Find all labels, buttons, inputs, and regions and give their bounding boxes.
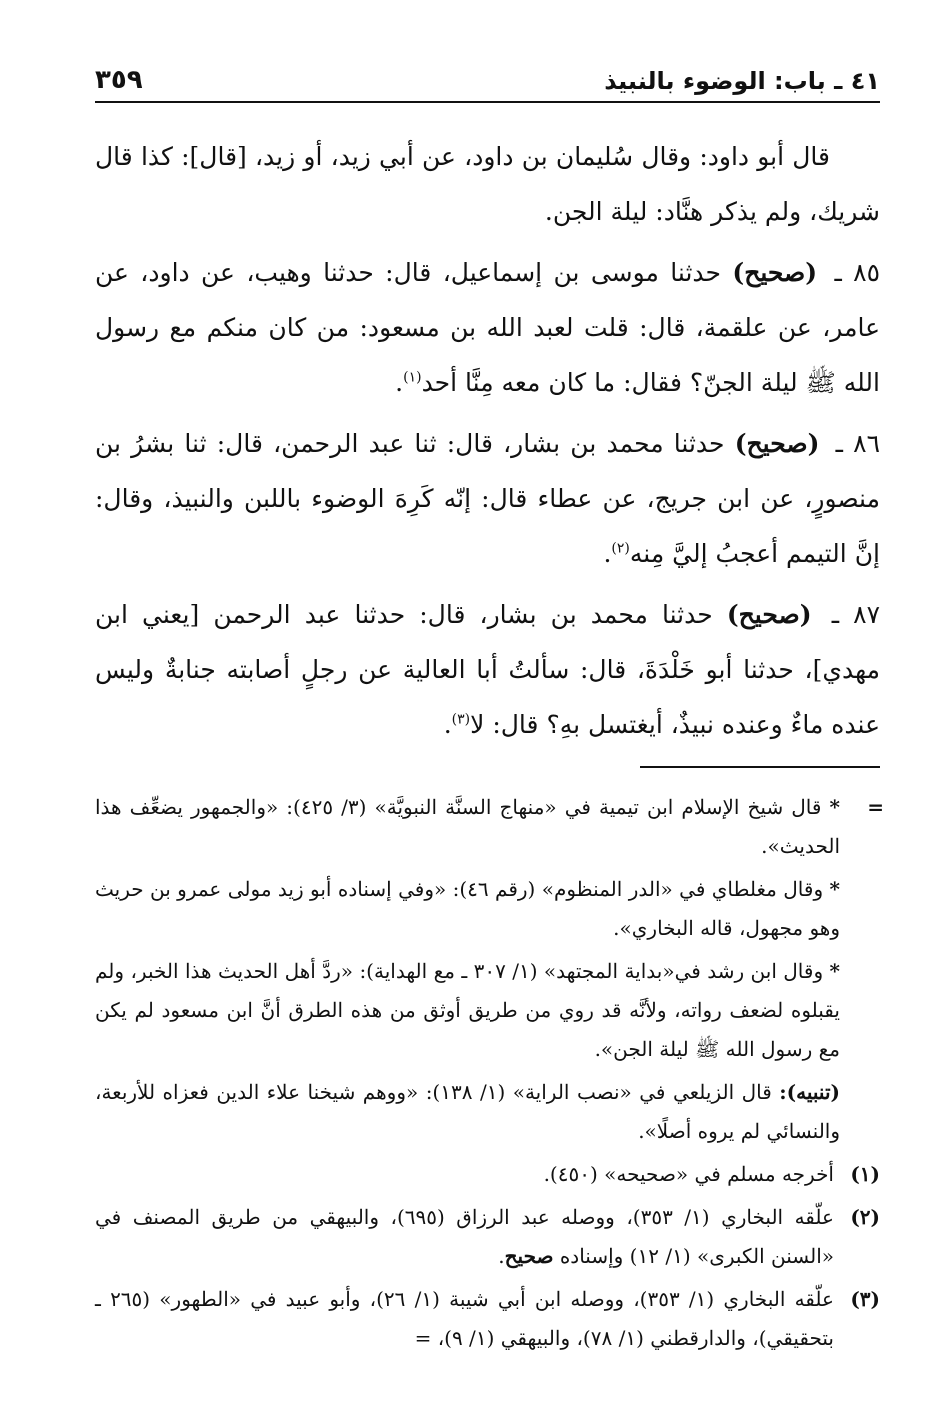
footnote-3 bbox=[95, 1280, 880, 1358]
citation-text: وقال ابن رشد في«بداية المجتهد» (١/ ٣٠٧ ـ مع الهداية): «ردَّ أهل الحديث هذا الخبر، ولم يقبلوه لضعف رواته، ولأنَّه قد روي من طريق أوثق من هذه الطرق أنَّ ابن مسعود لم يكن مع رسول الله ﷺ ليلة الجن». bbox=[95, 959, 840, 1061]
continued-mark: = bbox=[414, 1326, 432, 1350]
footnote-continuation bbox=[95, 788, 884, 1151]
footnote-ref: (١) bbox=[403, 369, 422, 386]
book-page bbox=[95, 55, 884, 1375]
star-marker: * bbox=[829, 877, 840, 901]
footnote-label: (١) bbox=[850, 1162, 880, 1186]
footnote-citation bbox=[95, 870, 840, 948]
hadith-grade: (صحيح) bbox=[732, 258, 818, 287]
hadith-end: . bbox=[395, 368, 404, 397]
hadith-86 bbox=[95, 416, 880, 581]
hadith-text: حدثنا محمد بن بشار، قال: حدثنا عبد الرحمن [يعني ابن مهدي]، حدثنا أبو خَلْدَةَ، قال: سألتُ أبا العالية عن رجلٍ أصابته جنابةٌ وليس عنده ماءٌ وعنده نبيذٌ، أيغتسل بهِ؟ قال: لا bbox=[95, 600, 880, 739]
hadith-number: ٨٦ ـ bbox=[835, 429, 881, 458]
footnote-text: علّقه البخاري (١/ ٣٥٣)، ووصله ابن أبي شيبة (١/ ٢٦)، وأبو عبيد في «الطهور» (٢٦٥ ـ بتحقيقي)، والدارقطني (١/ ٧٨)، والبيهقي (١/ ٩)، bbox=[95, 1287, 834, 1350]
note-text: قال الزيلعي في «نصب الراية» (١/ ١٣٨): «ووهم شيخنا علاء الدين فعزاه للأربعة، والنسائي لم يروه أصلًا». bbox=[95, 1080, 840, 1143]
citation-text: قال شيخ الإسلام ابن تيمية في «منهاج السنَّة النبويَّة» (٣/ ٤٢٥): «والجمهور يضعِّف هذا الحديث». bbox=[95, 795, 840, 858]
footnote-ref: (٣) bbox=[451, 711, 471, 728]
hadith-text: حدثنا محمد بن بشار، قال: ثنا عبد الرحمن، قال: ثنا بشرُ بن منصورٍ، عن ابن جريج، عن عطاء قال: إنّه كَرِهَ الوضوء باللبن والنبيذ، وقال: إنَّ التيمم أعجبُ إليَّ مِنه bbox=[95, 429, 880, 568]
intro-paragraph: قال أبو داود: وقال سُليمان بن داود، عن أبي زيد، أو زيد، [قال]: كذا قال شريك، ولم يذكر هنَّاد: ليلة الجن. bbox=[95, 142, 880, 226]
hadith-grade: (صحيح) bbox=[734, 429, 820, 458]
footnote-label: (٣) bbox=[850, 1287, 880, 1311]
page-number: ٣٥٩ bbox=[95, 65, 143, 95]
hadith-grade: (صحيح) bbox=[726, 600, 812, 629]
footnotes-section bbox=[95, 788, 884, 1358]
footnote-grade: صحيح bbox=[504, 1244, 554, 1268]
footnote-divider bbox=[640, 766, 880, 768]
footnote-ref: (٢) bbox=[611, 540, 630, 557]
hadith-number: ٨٥ ـ bbox=[834, 258, 880, 287]
note-label: (تنبيه): bbox=[779, 1080, 840, 1104]
continuation-mark: = bbox=[867, 795, 884, 819]
hadith-number: ٨٧ ـ bbox=[831, 600, 880, 629]
footnote-text: علّقه البخاري (١/ ٣٥٣)، ووصله عبد الرزاق (٦٩٥)، والبيهقي من طريق المصنف في «السنن الكبرى» (١/ ١٢) وإسناده bbox=[95, 1205, 834, 1268]
chapter-title: ٤١ ـ باب: الوضوء بالنبيذ bbox=[604, 67, 880, 95]
main-text bbox=[95, 129, 880, 752]
footnote-1 bbox=[95, 1155, 880, 1194]
footnote-note bbox=[95, 1073, 840, 1151]
footnote-text: أخرجه مسلم في «صحيحه» (٤٥٠). bbox=[543, 1162, 834, 1186]
footnote-2 bbox=[95, 1198, 880, 1276]
hadith-end: . bbox=[443, 710, 452, 739]
star-marker: * bbox=[829, 959, 840, 983]
hadith-87 bbox=[95, 587, 880, 752]
hadith-text: حدثنا موسى بن إسماعيل، قال: حدثنا وهيب، عن داود، عن عامر، عن علقمة، قال: قلت لعبد الله بن مسعود: من كان منكم مع رسول الله ﷺ ليلة الجنّ؟ فقال: ما كان معه مِنَّا أحد bbox=[95, 258, 880, 397]
hadith-85 bbox=[95, 245, 880, 410]
hadith-end: . bbox=[603, 539, 612, 568]
citation-text: وقال مغلطاي في «الدر المنظوم» (رقم ٤٦): «وفي إسناده أبو زيد مولى عمرو بن حريث وهو مجهول، قاله البخاري». bbox=[95, 877, 840, 940]
footnote-citation bbox=[95, 788, 840, 866]
star-marker: * bbox=[829, 795, 841, 819]
footnote-label: (٢) bbox=[850, 1205, 880, 1229]
page-header bbox=[95, 55, 880, 103]
footnote-citation bbox=[95, 952, 840, 1069]
footnote-end: . bbox=[498, 1244, 505, 1268]
